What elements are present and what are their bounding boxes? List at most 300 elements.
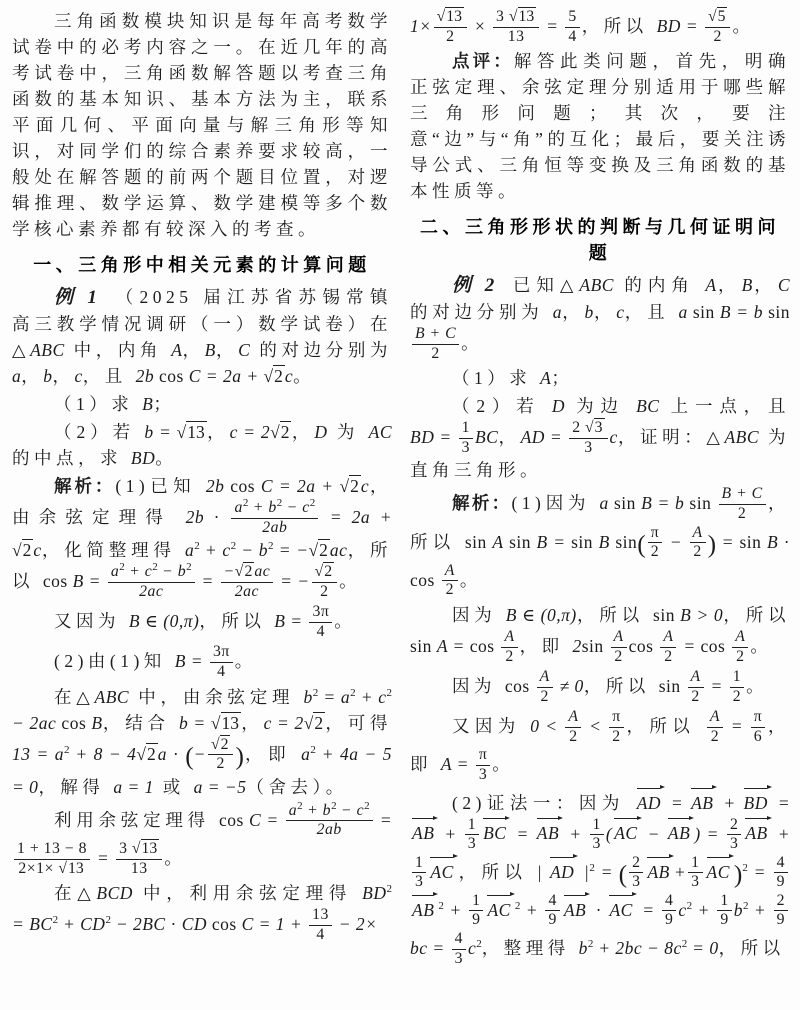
text-run: ，解得 — [38, 776, 114, 797]
radical-sign-icon: √ — [210, 735, 220, 753]
paragraph — [12, 419, 392, 471]
paragraph — [12, 8, 392, 242]
denominator — [476, 765, 490, 785]
denominator — [648, 542, 662, 562]
roman-run: 2 — [446, 27, 455, 45]
math-run: 1× — [410, 15, 432, 36]
math-run: A — [690, 668, 701, 686]
superscript: 2 — [681, 938, 688, 951]
sqrt-radical — [304, 712, 325, 733]
text-run: ，所以 — [723, 604, 790, 625]
roman-run: 4 — [217, 663, 226, 681]
math-run: D — [551, 396, 565, 417]
text-run: 中，由余弦定理 — [129, 686, 304, 707]
text-run: ， — [182, 340, 205, 360]
fraction — [569, 419, 607, 457]
fraction — [590, 816, 604, 854]
text-run: 三角函数模块知识是每年高考数学试卷中的必考内容之一。在近几年的高考试卷中，三角函数解答题以考查三角函数的基本知识、基本方法为主，联系平面几何、平面向量与解三角形等知识，对同学们的综合素养要求较高，一般处在解答题的前两个题目位置，对逻辑推理、数学运算、数学建模等多个数学核心素养都有较深入的考查。 — [12, 11, 392, 239]
denominator — [537, 687, 553, 707]
text-run: ， — [593, 302, 617, 323]
text-run: (2)由(1)知 — [54, 651, 175, 672]
paragraph — [410, 365, 790, 391]
roman-run: sin — [464, 531, 493, 552]
roman-run: sin — [762, 302, 791, 323]
denominator — [751, 727, 765, 747]
roman-run: 2 — [710, 727, 720, 745]
numerator — [648, 524, 662, 543]
text-run: ，所以 — [583, 676, 659, 697]
text-run: 。 — [492, 754, 515, 775]
superscript: 2 — [742, 899, 749, 912]
text-run: 上一点，且 — [659, 396, 791, 417]
math-run: C = — [249, 809, 284, 830]
fraction — [730, 668, 744, 706]
math-run: a = −5 — [193, 776, 247, 797]
radical-sign-icon: √ — [263, 366, 274, 386]
math-run: A — [539, 668, 550, 686]
fraction — [309, 906, 332, 944]
roman-run: 2 — [569, 727, 578, 745]
radicand: 3 — [594, 419, 603, 437]
fraction — [774, 854, 788, 892]
roman-run: 2 — [664, 647, 673, 665]
text-run: ， — [52, 366, 75, 386]
numerator — [286, 799, 373, 821]
math-run: 2 — [572, 635, 582, 656]
text-run: ， — [716, 275, 742, 296]
denominator — [221, 582, 274, 602]
paragraph — [410, 668, 790, 706]
fraction — [727, 816, 741, 854]
radical-sign-icon: √ — [58, 859, 67, 877]
math-run: 2b — [205, 476, 225, 496]
math-run: ABC — [94, 686, 130, 707]
roman-run: 13 — [130, 859, 148, 877]
roman-run: cos — [56, 712, 92, 733]
superscript: 2 — [514, 899, 521, 912]
vector-overarrow: AB — [563, 894, 589, 923]
math-run: − — [641, 823, 666, 844]
math-run: B — [142, 394, 154, 414]
numerator — [609, 708, 623, 727]
denominator — [469, 910, 483, 930]
math-run: C = 1 + — [241, 914, 308, 935]
paren: ( — [618, 860, 628, 889]
superscript: 2 — [476, 938, 482, 951]
math-run: a = 1 — [113, 776, 154, 797]
text-run: （2）若 — [54, 422, 145, 442]
math-run: BD — [362, 883, 387, 904]
math-run: a — [110, 563, 120, 581]
fraction — [116, 840, 162, 878]
superscript: 2 — [230, 540, 237, 553]
numerator — [231, 496, 318, 518]
superscript: 2 — [386, 686, 393, 699]
fraction — [690, 524, 706, 562]
denominator — [434, 27, 467, 47]
denominator — [312, 582, 338, 602]
paragraph — [12, 643, 392, 681]
math-run: = 0 — [687, 937, 719, 958]
roman-run: 2 — [614, 647, 623, 665]
radicand: 13 — [187, 422, 205, 442]
text-run: 为直角三角形。 — [410, 427, 791, 481]
roman-run: sin — [608, 493, 642, 514]
math-run: − — [223, 563, 235, 581]
math-run: A = — [440, 754, 474, 775]
math-run: a — [301, 743, 311, 764]
math-run: 2ab — [316, 821, 342, 839]
numerator — [565, 708, 581, 727]
paragraph — [12, 391, 392, 417]
math-run: BCD — [96, 883, 133, 904]
roman-run: sin — [581, 635, 609, 656]
roman-run: 4 — [548, 891, 557, 909]
text-run: ，所以 — [410, 493, 791, 552]
roman-run: 3 — [467, 835, 477, 853]
math-run: + c — [124, 563, 153, 581]
math-run: b = — [144, 422, 177, 442]
math-run: + 2bc − 8c — [593, 937, 682, 958]
text-run: ，整理得 — [481, 937, 579, 958]
denominator — [611, 647, 627, 667]
denominator — [717, 910, 731, 930]
text-run: 。 — [234, 651, 257, 672]
math-run: − — [193, 743, 206, 764]
math-run: = — [594, 861, 619, 882]
radicand: 2 — [314, 712, 324, 733]
radicand: 2 — [280, 422, 290, 442]
numerator — [690, 524, 706, 543]
text-run: 在△ — [54, 883, 97, 904]
math-run: C — [238, 340, 251, 360]
superscript: 2 — [52, 914, 59, 927]
vector-overarrow: AB — [411, 817, 437, 846]
math-run: BD — [130, 448, 156, 468]
radicand: 5 — [717, 8, 726, 25]
numerator — [730, 668, 744, 687]
math-run: ) = — [694, 823, 725, 844]
denominator — [707, 727, 723, 747]
radical-sign-icon: √ — [12, 540, 22, 561]
fraction — [565, 708, 581, 746]
math-run: ABC — [724, 427, 760, 448]
superscript: 2 — [268, 540, 274, 553]
roman-run: cos — [410, 569, 440, 590]
numerator — [412, 854, 426, 873]
math-run: = 2a + — [320, 506, 393, 527]
math-run: B = b — [641, 493, 685, 514]
denominator — [629, 872, 643, 892]
numerator — [208, 736, 234, 755]
numerator — [717, 892, 731, 911]
roman-run: 1 — [461, 419, 470, 437]
numerator — [660, 628, 676, 647]
roman-run: 9 — [776, 911, 785, 929]
math-run: + — [520, 899, 544, 920]
math-run: D — [314, 422, 328, 442]
roman-run: 6 — [753, 727, 763, 745]
math-run: B = — [536, 531, 572, 552]
fraction — [312, 563, 338, 601]
sqrt-radical — [708, 7, 728, 25]
radical-sign-icon: √ — [314, 563, 324, 581]
radical-sign-icon: √ — [585, 419, 594, 437]
math-run: C — [777, 275, 791, 296]
math-run: = − — [275, 571, 310, 592]
math-run: 2ac — [234, 582, 260, 600]
text-run: 已知△ — [511, 275, 580, 296]
fraction — [469, 892, 483, 930]
math-run: A — [613, 627, 624, 645]
math-run: = a — [318, 686, 351, 707]
radical-sign-icon: √ — [308, 540, 319, 561]
sqrt-radical — [509, 7, 536, 25]
fraction — [412, 325, 459, 363]
fraction — [629, 854, 643, 892]
roman-run: 2 — [737, 505, 747, 523]
math-run: B ∈ (0,π) — [128, 611, 200, 632]
numerator — [569, 419, 607, 438]
denominator — [719, 504, 766, 524]
math-run: b — [578, 937, 588, 958]
example-label: 例 1 — [54, 287, 100, 308]
fraction — [412, 854, 426, 892]
fraction — [493, 8, 539, 46]
text-run: 中，利用余弦定理得 — [132, 883, 363, 904]
fraction — [648, 524, 662, 562]
math-run: BD = — [656, 15, 703, 36]
math-run: A — [663, 627, 674, 645]
math-run: A — [540, 368, 552, 389]
roman-run: 3 — [415, 873, 424, 891]
roman-run: cos — [504, 676, 535, 697]
math-run: = — [374, 809, 393, 830]
math-run: B + C — [721, 485, 763, 503]
math-run: 0 < — [530, 716, 564, 737]
text-run: ， — [291, 422, 315, 442]
math-run: a — [12, 366, 22, 386]
vector-overarrow: AB — [690, 787, 716, 816]
math-run: = — [541, 15, 564, 36]
text-run: ， — [206, 422, 230, 442]
text-run: ，即 — [243, 743, 302, 764]
math-run: − c — [336, 801, 365, 819]
roman-run: 2 — [691, 687, 700, 705]
denominator — [732, 647, 748, 667]
roman-run: 2 — [776, 891, 785, 909]
sqrt-radical — [211, 712, 241, 733]
denominator — [309, 925, 332, 945]
math-run: b — [733, 899, 743, 920]
roman-run: π — [612, 708, 621, 726]
roman-run: sin — [653, 604, 681, 625]
paragraph — [12, 473, 392, 601]
text-run: ，所以 — [457, 861, 537, 882]
roman-run: 3 — [119, 839, 132, 857]
radical-sign-icon: √ — [210, 712, 221, 733]
superscript: 2 — [63, 743, 70, 756]
math-run: b = — [178, 712, 211, 733]
math-run: a — [599, 493, 609, 514]
denominator — [452, 949, 466, 969]
math-run: BC — [29, 914, 53, 935]
denominator — [412, 344, 459, 364]
paragraph — [410, 393, 790, 483]
numerator — [210, 643, 233, 662]
math-run: = — [510, 823, 535, 844]
denominator — [565, 27, 579, 47]
radicand: 13 — [221, 712, 239, 733]
sqrt-radical — [58, 859, 85, 877]
roman-run: 9 — [776, 873, 786, 891]
text-run: ，结合 — [102, 712, 179, 733]
fraction — [688, 668, 704, 706]
roman-run: 3 — [729, 835, 739, 853]
roman-run: sin — [684, 493, 717, 514]
fraction — [609, 708, 623, 746]
denominator — [727, 834, 741, 854]
math-run: C = 2a + — [260, 476, 340, 496]
text-run: 又因为 — [54, 611, 129, 632]
math-run: = — [678, 635, 701, 656]
roman-run: 9 — [720, 911, 729, 929]
paragraph — [12, 880, 392, 944]
denominator — [705, 27, 731, 47]
roman-run: sin — [609, 531, 638, 552]
denominator — [688, 687, 704, 707]
roman-run: 3π — [212, 643, 230, 661]
fraction — [660, 628, 676, 666]
vector-overarrow: AB — [646, 856, 672, 885]
text-run: 解答此类问题，首先，明确正弦定理、余弦定理分别适用于哪些解三角形问题；其次，要注意“边”与“角”的互化；最后，要关注诱导公式、三角恒等变换及三角函数的基本性质等。 — [410, 51, 791, 202]
math-run: BC — [636, 396, 660, 417]
sqrt-radical — [309, 539, 330, 560]
roman-run: sin — [739, 531, 767, 552]
math-run: + — [692, 899, 716, 920]
denominator — [14, 859, 90, 879]
text-run: 一、三角形中相关元素的计算问题 — [33, 255, 371, 275]
math-run: 13 = a — [12, 743, 64, 764]
numerator — [688, 854, 702, 873]
math-run: c — [74, 366, 83, 386]
text-run: 的中点，求 — [12, 448, 131, 468]
radical-sign-icon: √ — [136, 743, 146, 764]
superscript: 2 — [686, 899, 693, 912]
math-run: c — [33, 540, 42, 561]
text-run: ，化简整理得 — [41, 540, 185, 561]
math-run: a — [157, 743, 167, 764]
roman-run: 1 — [732, 668, 742, 686]
text-run: ，所以 — [718, 937, 785, 958]
roman-run: π — [753, 708, 763, 726]
fraction — [452, 930, 466, 968]
roman-run: 4 — [776, 853, 786, 871]
label: 点评： — [452, 51, 514, 72]
vector-overarrow: AD — [636, 787, 664, 816]
radical-sign-icon: √ — [270, 422, 280, 442]
fraction — [545, 892, 559, 930]
denominator — [116, 859, 162, 879]
radical-sign-icon: √ — [339, 476, 350, 496]
numerator — [452, 930, 466, 949]
math-run: = — [92, 847, 115, 868]
fraction — [14, 840, 90, 878]
math-run: a — [184, 540, 195, 561]
paragraph — [410, 787, 790, 969]
roman-run: 2 — [320, 582, 329, 600]
text-run: ， — [752, 275, 778, 296]
vector-overarrow: AD — [549, 856, 577, 885]
roman-run: · — [590, 899, 608, 920]
radicand: 13 — [141, 839, 158, 857]
paren: ) — [707, 530, 717, 559]
fraction — [108, 560, 195, 601]
superscript: 2 — [350, 686, 356, 699]
math-run: A — [492, 531, 504, 552]
math-run: A — [504, 627, 515, 645]
text-run: 。 — [334, 611, 357, 632]
numerator — [469, 892, 483, 911]
math-run: = — [716, 531, 740, 552]
radical-sign-icon: √ — [234, 563, 244, 581]
sqrt-radical — [437, 7, 464, 25]
fraction — [210, 643, 233, 681]
numerator — [565, 8, 579, 27]
radicand: 2 — [274, 366, 283, 386]
math-run: B — [598, 531, 610, 552]
text-run: (1)已知 — [115, 476, 206, 496]
fraction — [208, 736, 234, 774]
roman-run: sin — [410, 635, 437, 656]
roman-run: 2 — [431, 344, 440, 362]
roman-run: cos — [154, 366, 189, 386]
radicand: 13 — [67, 859, 84, 877]
denominator — [730, 687, 744, 707]
math-run: B + C — [415, 325, 457, 343]
math-run: + 8 − 4 — [69, 743, 137, 764]
text-run: 在△ — [54, 686, 95, 707]
math-run: c — [609, 427, 618, 448]
math-run: A — [568, 708, 579, 726]
roman-run: 3 — [592, 835, 601, 853]
denominator — [465, 834, 479, 854]
math-run: a — [288, 801, 298, 819]
roman-run: 1 — [592, 815, 601, 833]
example-label: 例 2 — [452, 275, 498, 297]
roman-run: π — [478, 746, 488, 764]
text-run: （2025 届江苏省苏锡常镇高三教学情况调研（一）数学试卷）在△ — [12, 287, 392, 360]
right-column — [410, 6, 790, 1010]
numerator — [501, 628, 517, 647]
denominator — [565, 727, 581, 747]
denominator — [774, 872, 788, 892]
text-run: (1)因为 — [511, 493, 600, 514]
math-run: a — [234, 499, 243, 516]
paragraph — [410, 485, 790, 599]
roman-run: 3π — [312, 603, 330, 621]
numerator — [590, 816, 604, 835]
radicand: 13 — [518, 8, 535, 25]
math-run: = — [665, 792, 690, 813]
roman-run: 2 — [729, 815, 739, 833]
label: 解析： — [54, 476, 116, 496]
numerator — [774, 854, 788, 873]
fraction — [732, 628, 748, 666]
sqrt-radical — [264, 365, 285, 386]
fraction — [719, 485, 766, 523]
numerator — [14, 840, 90, 859]
